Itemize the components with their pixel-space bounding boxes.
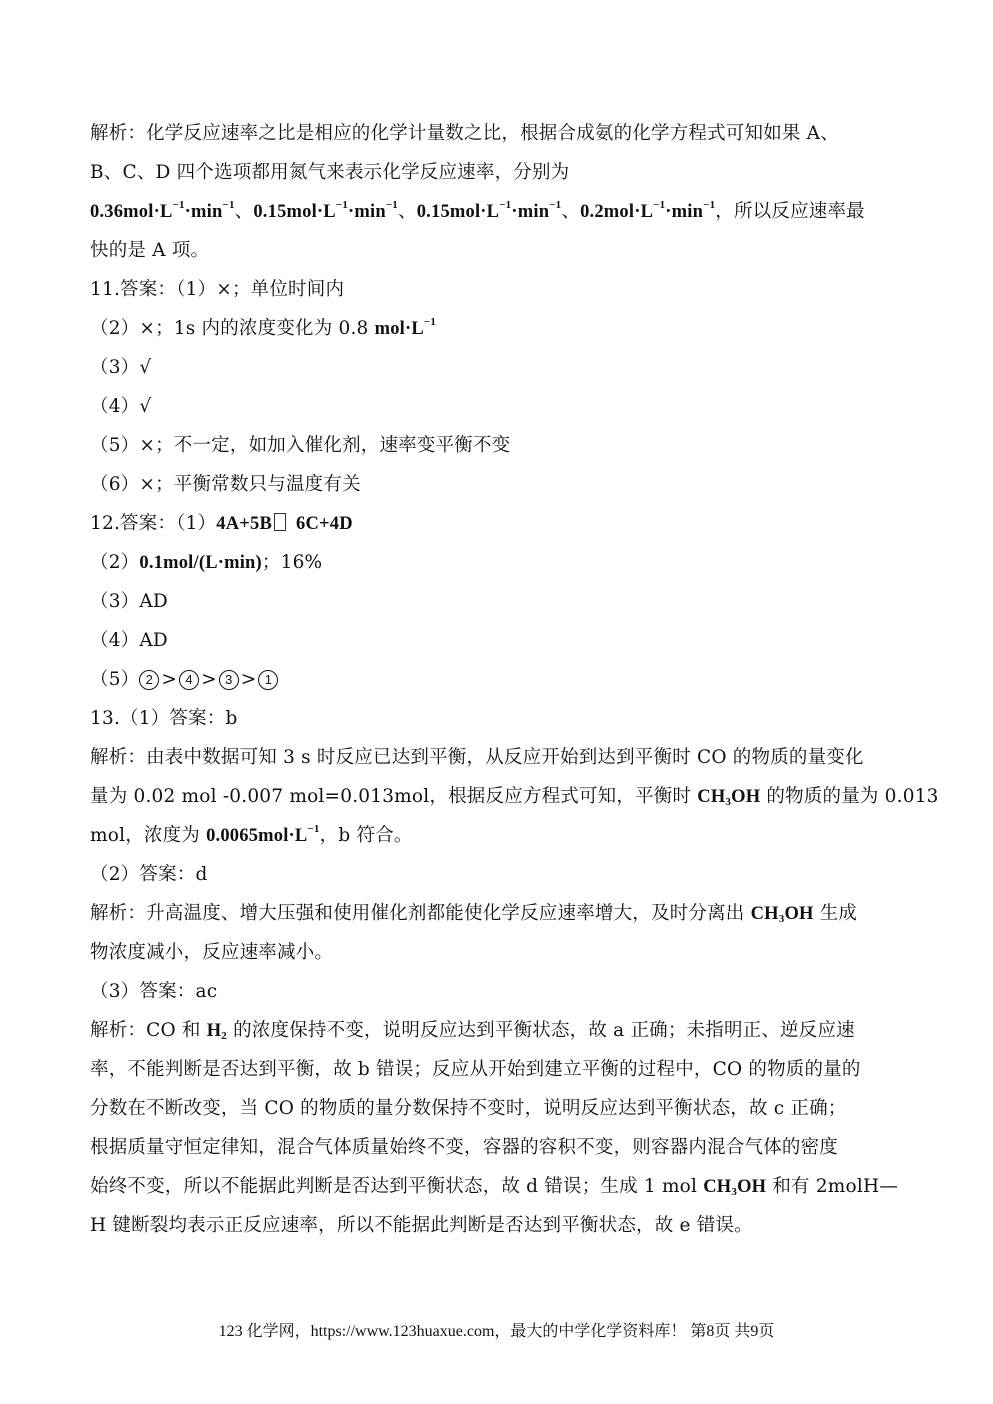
q13-analysis-3-line-3: 分数在不断改变，当 CO 的物质的量分数保持不变时，说明反应达到平衡状态，故 c 正确； [90, 1098, 847, 1119]
answer-content [90, 114, 939, 1245]
hydrogen-formula: $H_2$ [206, 1021, 227, 1042]
page-footer: 123 化学网，https://www.123huaxue.com，最大的中学化学资料库！ 第8页 共9页 [218, 1323, 775, 1340]
circled-number: 4 [179, 670, 199, 690]
concentration-value: $0.0065mol\cdot L^{-1}$ [206, 823, 320, 846]
circled-number: 1 [258, 670, 278, 690]
q11-part-4: （4）√ [90, 396, 152, 417]
q13-analysis-2-line-2: 物浓度减小，反应速率减小。 [90, 942, 334, 963]
q12-part-4: （4）AD [90, 630, 168, 651]
q10-line-3-tail: ，所以反应速率最 [715, 201, 865, 222]
reversible-arrow-icon [274, 513, 286, 531]
circled-number: 2 [139, 670, 159, 690]
q11-part-5: （5）×；不一定，如加入催化剂，速率变平衡不变 [90, 435, 511, 456]
q10-line-3: $0.36mol\cdot L^{-1}\cdot\min^{-1}$、$0.15mol\cdot L^{-1}\cdot\min^{-1}$、$0.15mol\cdot L^{-1}\cdot\min^{-1}$、$0.2mol\cdot L^{-1}\cdot\min^{-1}$，所以反应速率最 [90, 199, 865, 222]
q11-part-6: （6）×；平衡常数只与温度有关 [90, 474, 361, 495]
q10-line-2: B、C、D 四个选项都用氮气来表示化学反应速率，分别为 [90, 162, 570, 183]
rate-formula-d: $0.2mol\cdot L^{-1}\cdot\min^{-1}$ [580, 199, 716, 222]
q13-analysis-1-line-3: mol，浓度为 $0.0065mol\cdot L^{-1}$，b 符合。 [90, 823, 413, 846]
rate-formula-a: $0.36mol\cdot L^{-1}\cdot\min^{-1}$ [90, 199, 235, 222]
rate-formula-c: $0.15mol\cdot L^{-1}\cdot\min^{-1}$ [416, 199, 562, 222]
q13-analysis-3-line-6: H 键断裂均表示正反应速率，所以不能据此判断是否达到平衡状态，故 e 错误。 [90, 1215, 753, 1236]
concentration-unit: $mol\cdot L^{-1}$ [374, 316, 437, 339]
reaction-rate: 0.1mol/(L·min) [139, 553, 262, 573]
q10-line-4: 快的是 A 项。 [90, 240, 210, 261]
q13-part-2-heading: （2）答案：d [90, 864, 208, 885]
q13-analysis-3-line-4: 根据质量守恒定律知，混合气体质量始终不变，容器的容积不变，则容器内混合气体的密度 [90, 1137, 839, 1158]
q12-part-3: （3）AD [90, 591, 168, 612]
methanol-formula: $CH_3OH$ [697, 787, 761, 808]
q13-analysis-1-line-1: 解析：由表中数据可知 3 s 时反应已达到平衡，从反应开始到达到平衡时 CO 的物质的量变化 [90, 747, 864, 768]
q12-part-5: （5） 2 > 4 > 3 > 1 [90, 660, 910, 699]
q13-analysis-3-line-1: 解析：CO 和 $H_2$ 的浓度保持不变，说明反应达到平衡状态，故 a 正确；未指明正、逆反应速 [90, 1020, 855, 1042]
q11-part-2: （2）×；1s 内的浓度变化为 0.8 $mol\cdot L^{-1}$ [90, 316, 437, 339]
q13-part-3-heading: （3）答案：ac [90, 981, 218, 1002]
circled-number: 3 [219, 670, 239, 690]
q10-line-1: 解析：化学反应速率之比是相应的化学计量数之比，根据合成氨的化学方程式可知如果 A、 [90, 123, 839, 144]
reaction-equation: 4A+5B 6C+4D [216, 514, 353, 534]
q13-analysis-2-line-1: 解析：升高温度、增大压强和使用催化剂都能使化学反应速率增大，及时分离出 $CH_3OH$ 生成 [90, 903, 858, 925]
rate-formula-b: $0.15mol\cdot L^{-1}\cdot\min^{-1}$ [253, 199, 399, 222]
q12-heading: 12.答案：（1）4A+5B 6C+4D [90, 513, 353, 534]
q13-analysis-3-line-2: 率，不能判断是否达到平衡，故 b 错误；反应从开始到建立平衡的过程中，CO 的物质的量的 [90, 1059, 861, 1080]
q13-heading: 13.（1）答案：b [90, 708, 238, 729]
q11-part-3: （3）√ [90, 357, 152, 378]
q11-heading: 11.答案：（1）×；单位时间内 [90, 279, 345, 300]
methanol-formula: $CH_3OH$ [703, 1177, 767, 1198]
q12-part-2: （2）0.1mol/(L·min)；16% [90, 552, 323, 573]
q13-analysis-1-line-2: 量为 0.02 mol -0.007 mol=0.013mol，根据反应方程式可知，平衡时 $CH_3OH$ 的物质的量为 0.013 [90, 786, 939, 808]
methanol-formula: $CH_3OH$ [750, 904, 814, 925]
q13-analysis-3-line-5: 始终不变，所以不能据此判断是否达到平衡状态，故 d 错误；生成 1 mol $CH_3OH$ 和有 2molH— [90, 1176, 899, 1198]
